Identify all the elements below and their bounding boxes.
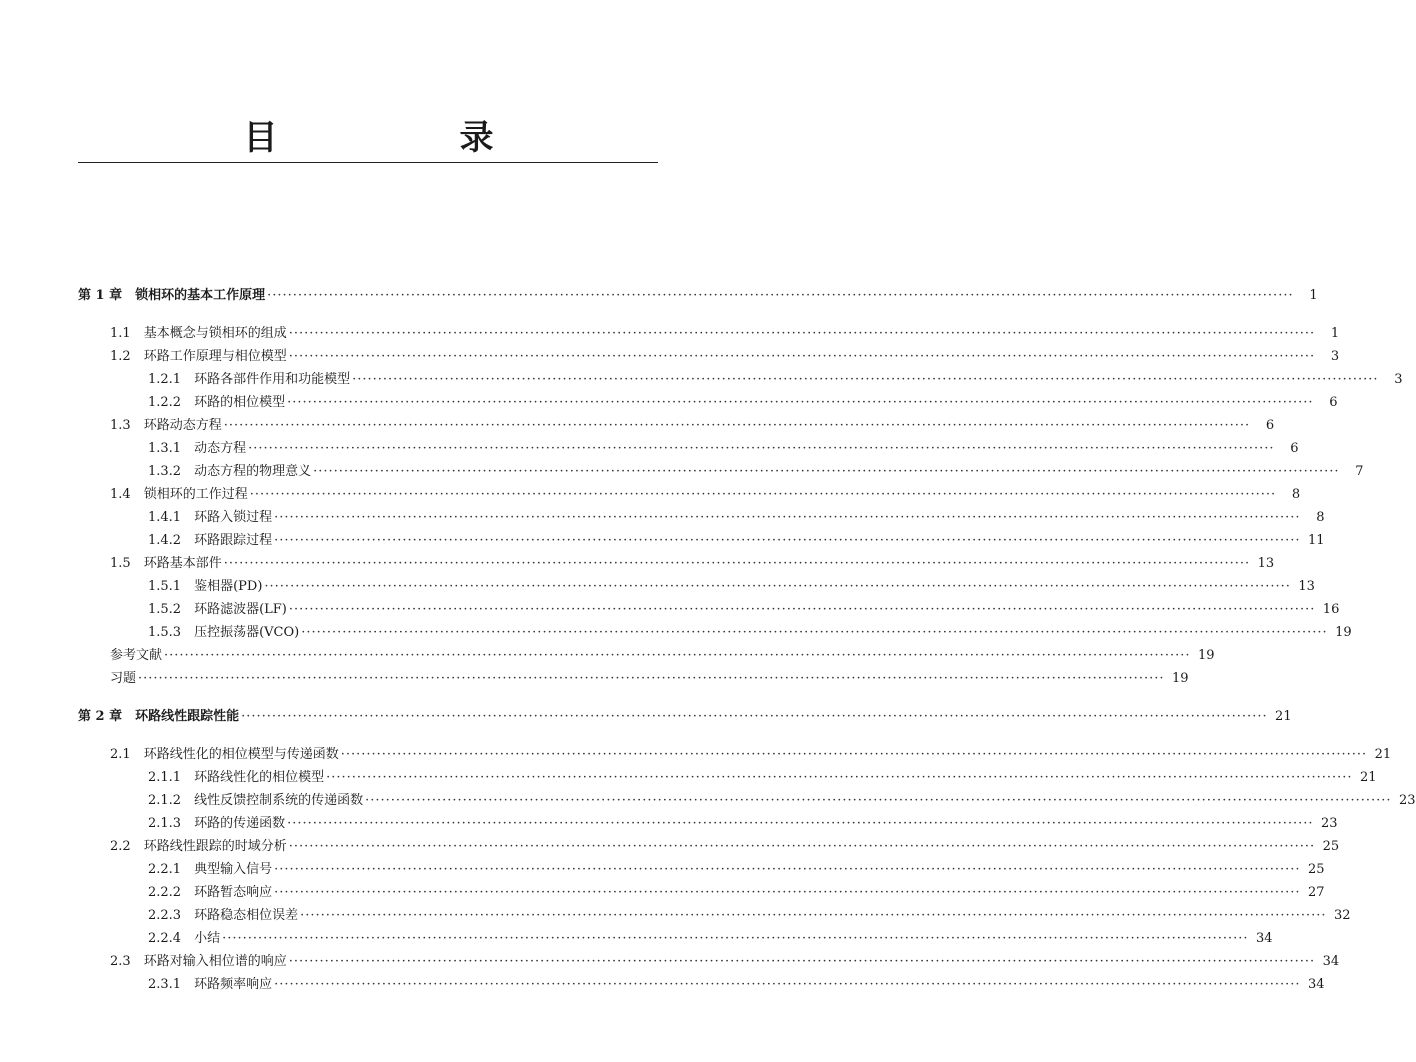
page-title: 目 录 <box>243 118 568 158</box>
toc-entry-number: 1.4.1 <box>148 510 195 525</box>
toc-page-number: 6 <box>1265 418 1275 433</box>
toc-page-number: 21 <box>1275 709 1292 724</box>
toc-dot-leader: ········································································································································································································ <box>301 625 1328 640</box>
toc-page-number: 32 <box>1334 908 1351 923</box>
toc-dot-leader: ········································································································································································································ <box>288 602 1316 617</box>
toc-entry-number: 2.2.4 <box>148 931 195 946</box>
toc-entry <box>148 393 1338 413</box>
toc-entry-number: 1.4.2 <box>148 533 195 548</box>
toc-dot-leader: ········································································································································································································ <box>274 510 1301 525</box>
toc-entry <box>110 416 1275 436</box>
toc-entry-title: 线性反馈控制系统的传递函数 <box>194 793 364 808</box>
toc-entry-number: 1.5 <box>110 556 144 571</box>
toc-entry-title: 环路的传递函数 <box>194 816 286 831</box>
toc-dot-leader: ········································································································································································································ <box>300 908 1327 923</box>
toc-entry-title: 环路稳态相位误差 <box>194 908 299 923</box>
toc-dot-leader: ········································································································································································································ <box>249 487 1277 502</box>
toc-dot-leader: ········································································································································································································ <box>287 395 1314 410</box>
toc-page-number: 3 <box>1330 349 1340 364</box>
toc-entry <box>148 791 1416 811</box>
toc-entry-number: 2.1.1 <box>148 770 195 785</box>
toc-entry <box>110 669 1189 689</box>
toc-entry-title: 环路对输入相位谱的响应 <box>143 954 287 969</box>
toc-page-number: 8 <box>1316 510 1325 525</box>
toc-entry-title: 环路线性化的相位模型与传递函数 <box>143 747 339 762</box>
toc-dot-leader: ········································································································································································································ <box>164 648 1191 663</box>
toc-dot-leader: ········································································································································································································ <box>288 954 1316 969</box>
toc-entry <box>148 906 1351 926</box>
toc-dot-leader: ········································································································································································································ <box>274 977 1301 992</box>
toc-dot-leader: ········································································································································································································ <box>340 747 1368 762</box>
toc-entry-title: 典型输入信号 <box>194 862 273 877</box>
toc-entry <box>148 508 1325 528</box>
toc-entry-number: 第 1 章 <box>78 288 136 303</box>
toc-page-number: 23 <box>1321 816 1338 831</box>
toc-entry-title: 动态方程 <box>194 441 247 456</box>
toc-entry <box>148 439 1299 459</box>
toc-dot-leader: ········································································································································································································ <box>267 288 1294 303</box>
toc-entry-title: 环路线性跟踪性能 <box>135 709 240 724</box>
toc-page-number: 6 <box>1290 441 1299 456</box>
toc-entry-number: 1.5.1 <box>148 579 195 594</box>
toc-entry-number: 1.2 <box>110 349 144 364</box>
toc-entry <box>110 554 1275 574</box>
toc-entry-title: 环路跟踪过程 <box>194 533 273 548</box>
toc-entry <box>148 577 1315 597</box>
toc-entry <box>148 531 1325 551</box>
toc-entry <box>110 485 1301 505</box>
toc-page-number: 21 <box>1360 770 1377 785</box>
toc-entry-title: 锁相环的基本工作原理 <box>135 288 266 303</box>
toc-entry <box>148 860 1325 880</box>
toc-page-number: 13 <box>1257 556 1275 571</box>
toc-chapter-entry <box>78 707 1292 727</box>
toc-page-number: 25 <box>1308 862 1325 877</box>
toc-entry-number: 1.5.2 <box>148 602 195 617</box>
toc-dot-leader: ········································································································································································································ <box>138 671 1165 686</box>
toc-page-number: 25 <box>1322 839 1340 854</box>
toc-dot-leader: ········································································································································································································ <box>241 709 1268 724</box>
toc-entry-title: 锁相环的工作过程 <box>143 487 248 502</box>
toc-entry <box>148 814 1338 834</box>
toc-entry <box>148 883 1325 903</box>
toc-entry <box>110 745 1392 765</box>
toc-dot-leader: ········································································································································································································ <box>274 533 1301 548</box>
toc-entry-number: 2.3 <box>110 954 144 969</box>
toc-entry-title: 环路各部件作用和功能模型 <box>194 372 351 387</box>
toc-dot-leader: ········································································································································································································ <box>264 579 1291 594</box>
toc-entry-number: 1.3 <box>110 418 144 433</box>
toc-entry-number: 1.3.2 <box>148 464 195 479</box>
toc-entry <box>148 929 1273 949</box>
toc-entry-number: 1.2.1 <box>148 372 195 387</box>
toc-dot-leader: ········································································································································································································ <box>288 839 1316 854</box>
toc-page-number: 21 <box>1374 747 1392 762</box>
toc-entry-title: 环路动态方程 <box>143 418 222 433</box>
toc-dot-leader: ········································································································································································································ <box>288 349 1316 364</box>
toc-entry <box>110 347 1340 367</box>
toc-entry-number: 2.2 <box>110 839 144 854</box>
toc-dot-leader: ········································································································································································································ <box>352 372 1379 387</box>
toc-dot-leader: ········································································································································································································ <box>274 862 1301 877</box>
toc-entry-number: 1.3.1 <box>148 441 195 456</box>
toc-dot-leader: ········································································································································································································ <box>274 885 1301 900</box>
toc-entry-number: 2.1 <box>110 747 144 762</box>
toc-entry-number: 2.1.2 <box>148 793 195 808</box>
toc-entry-title: 基本概念与锁相环的组成 <box>143 326 287 341</box>
toc-entry-title: 环路的相位模型 <box>194 395 286 410</box>
toc-entry <box>110 952 1340 972</box>
toc-page-number: 13 <box>1298 579 1315 594</box>
toc-page-number: 7 <box>1355 464 1364 479</box>
toc-dot-leader: ········································································································································································································ <box>287 816 1314 831</box>
toc-dot-leader: ········································································································································································································ <box>222 931 1249 946</box>
toc-page-number: 6 <box>1329 395 1338 410</box>
toc-page-number: 11 <box>1308 533 1325 548</box>
toc-chapter-entry <box>78 286 1318 306</box>
toc-entry-title: 习题 <box>110 671 137 686</box>
toc-entry-title: 环路工作原理与相位模型 <box>143 349 287 364</box>
toc-page-number: 8 <box>1291 487 1301 502</box>
toc-page-number: 19 <box>1197 648 1215 663</box>
toc-entry-title: 参考文献 <box>110 648 163 663</box>
toc-dot-leader: ········································································································································································································ <box>248 441 1275 456</box>
toc-page-number: 34 <box>1322 954 1340 969</box>
toc-dot-leader: ········································································································································································································ <box>313 464 1340 479</box>
toc-entry-title: 环路线性跟踪的时域分析 <box>143 839 287 854</box>
toc-entry-number: 2.3.1 <box>148 977 195 992</box>
toc-page-number: 19 <box>1171 671 1189 686</box>
toc-entry-title: 鉴相器(PD) <box>194 579 263 594</box>
toc-page-number: 1 <box>1330 326 1340 341</box>
toc-entry-title: 环路滤波器(LF) <box>194 602 287 617</box>
toc-entry <box>148 600 1340 620</box>
toc-entry-title: 环路暂态响应 <box>194 885 273 900</box>
toc-entry-title: 环路频率响应 <box>194 977 273 992</box>
toc-entry <box>110 646 1215 666</box>
toc-entry-number: 2.2.2 <box>148 885 195 900</box>
toc-page-number: 27 <box>1308 885 1325 900</box>
toc-entry <box>110 837 1340 857</box>
toc-entry-number: 2.2.3 <box>148 908 195 923</box>
toc-entry <box>148 462 1364 482</box>
toc-page-number: 16 <box>1322 602 1340 617</box>
toc-entry-number: 1.5.3 <box>148 625 195 640</box>
toc-entry <box>148 370 1403 390</box>
toc-entry-title: 环路线性化的相位模型 <box>194 770 325 785</box>
toc-entry-title: 动态方程的物理意义 <box>194 464 312 479</box>
toc-entry-number: 2.1.3 <box>148 816 195 831</box>
toc-dot-leader: ········································································································································································································ <box>223 418 1251 433</box>
toc-dot-leader: ········································································································································································································ <box>326 770 1353 785</box>
toc-page-number: 34 <box>1308 977 1325 992</box>
toc-entry <box>148 623 1352 643</box>
toc-page-number: 1 <box>1309 288 1318 303</box>
toc-entry-number: 1.2.2 <box>148 395 195 410</box>
toc-page-number: 23 <box>1399 793 1416 808</box>
toc-entry-title: 环路基本部件 <box>143 556 222 571</box>
toc-dot-leader: ········································································································································································································ <box>288 326 1316 341</box>
toc-entry <box>110 324 1340 344</box>
toc-entry-number: 2.2.1 <box>148 862 195 877</box>
toc-entry-number: 第 2 章 <box>78 709 136 724</box>
title-divider <box>78 162 658 163</box>
toc-dot-leader: ········································································································································································································ <box>223 556 1251 571</box>
toc-entry-title: 小结 <box>194 931 221 946</box>
toc-entry-number: 1.4 <box>110 487 144 502</box>
toc-dot-leader: ········································································································································································································ <box>365 793 1392 808</box>
toc-page-number: 34 <box>1256 931 1273 946</box>
toc-entry-title: 压控振荡器(VCO) <box>194 625 300 640</box>
toc-entry-title: 环路入锁过程 <box>194 510 273 525</box>
toc-entry-number: 1.1 <box>110 326 144 341</box>
toc-page-number: 3 <box>1394 372 1403 387</box>
toc-entry <box>148 768 1377 788</box>
toc-page-number: 19 <box>1335 625 1352 640</box>
toc-entry <box>148 975 1325 995</box>
